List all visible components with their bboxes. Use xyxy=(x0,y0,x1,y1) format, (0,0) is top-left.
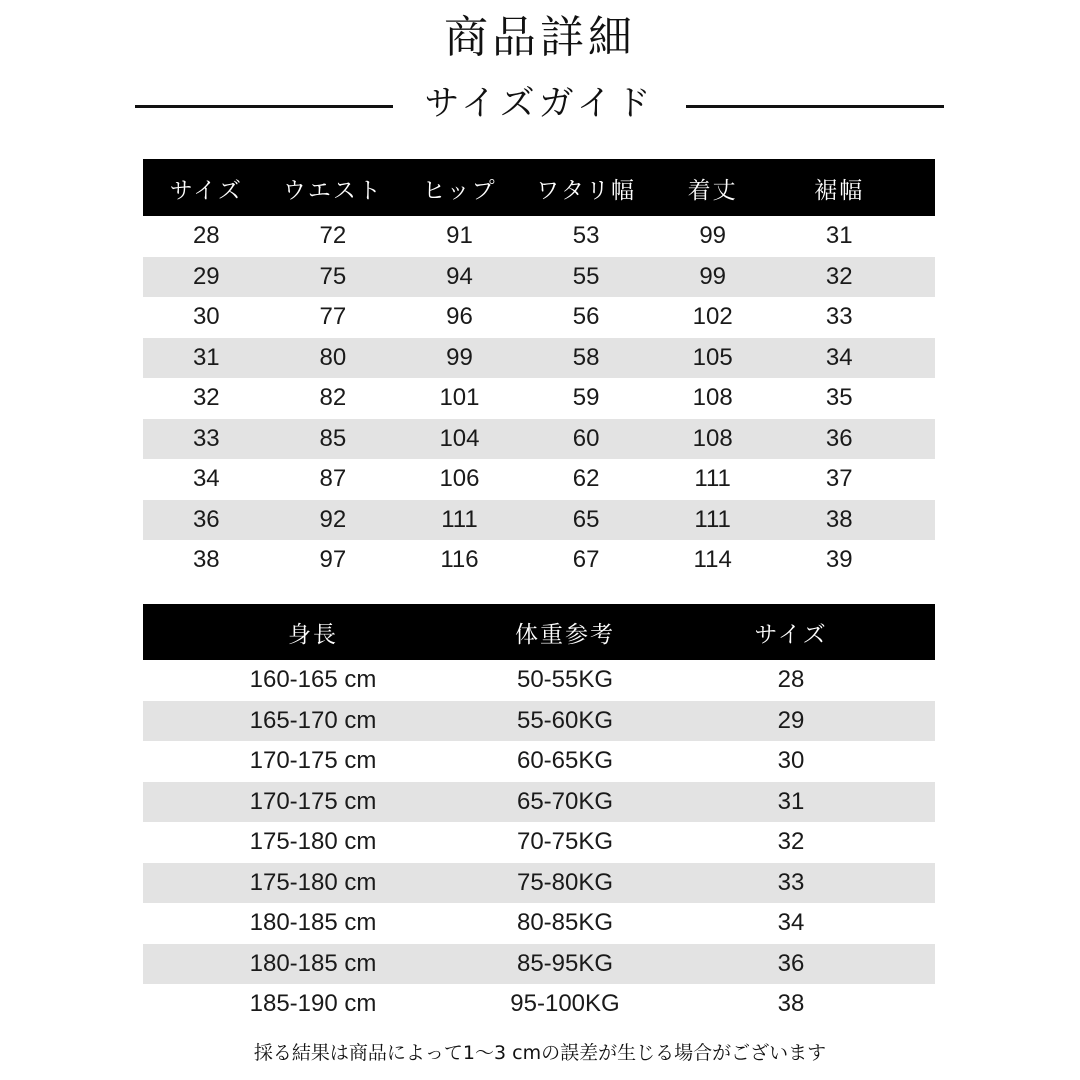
table-row xyxy=(143,782,935,823)
heading-divider-left xyxy=(135,105,393,108)
table-cell: 91 xyxy=(446,222,473,250)
table-cell: 29 xyxy=(192,262,220,290)
table-row xyxy=(143,944,935,985)
table-cell: 111 xyxy=(694,465,731,493)
table-cell: 38 xyxy=(777,990,805,1018)
table-cell: 99 xyxy=(446,343,473,371)
table-cell: 38 xyxy=(825,505,853,533)
table-cell: 53 xyxy=(572,222,600,250)
table-row xyxy=(143,419,935,460)
table-cell: 55 xyxy=(572,262,600,290)
table-cell: 170-175 cm xyxy=(249,787,377,815)
table-cell: 104 xyxy=(439,424,480,452)
table-cell: 87 xyxy=(319,465,347,493)
table-cell: 31 xyxy=(825,222,853,250)
table-cell: 92 xyxy=(319,505,347,533)
header-cell-length: 着丈 xyxy=(687,177,738,203)
table-cell: 33 xyxy=(777,868,805,896)
table-row xyxy=(143,378,935,419)
table-cell: 80 xyxy=(319,343,347,371)
section-title: サイズガイド xyxy=(424,84,655,124)
table-row xyxy=(143,500,935,541)
table-cell: 60-65KG xyxy=(516,747,614,775)
table-cell: 99 xyxy=(699,262,727,290)
size-table-header xyxy=(143,159,935,216)
table-cell: 60 xyxy=(572,424,600,452)
heading-divider-right xyxy=(686,105,944,108)
table-cell: 180-185 cm xyxy=(249,949,377,977)
table-row xyxy=(143,863,935,904)
section-heading xyxy=(0,78,1080,130)
header-cell-hem: 裾幅 xyxy=(814,177,865,203)
table-cell: 165-170 cm xyxy=(249,706,377,734)
table-cell: 108 xyxy=(692,384,733,412)
header-cell-hip: ヒップ xyxy=(422,177,497,203)
table-cell: 175-180 cm xyxy=(249,828,377,856)
table-cell: 80-85KG xyxy=(516,909,614,937)
table-cell: 34 xyxy=(825,343,853,371)
table-cell: 36 xyxy=(192,505,220,533)
table-cell: 36 xyxy=(825,424,853,452)
table-row xyxy=(143,903,935,944)
table-cell: 111 xyxy=(441,505,478,533)
table-cell: 33 xyxy=(192,424,220,452)
table-cell: 65-70KG xyxy=(516,787,614,815)
table-cell: 31 xyxy=(777,787,805,815)
table-row xyxy=(143,338,935,379)
table-cell: 180-185 cm xyxy=(249,909,377,937)
header-cell-size: サイズ xyxy=(169,177,243,203)
table-cell: 65 xyxy=(572,505,600,533)
header-cell-height: 身長 xyxy=(288,620,338,647)
table-cell: 94 xyxy=(446,262,473,290)
table-cell: 32 xyxy=(192,384,220,412)
reference-table-header xyxy=(143,604,935,660)
table-cell: 34 xyxy=(777,909,805,937)
table-cell: 170-175 cm xyxy=(249,747,377,775)
table-cell: 50-55KG xyxy=(516,666,614,694)
table-cell: 70-75KG xyxy=(516,828,614,856)
table-cell: 75 xyxy=(319,262,347,290)
table-cell: 31 xyxy=(192,343,220,371)
table-row xyxy=(143,297,935,338)
table-cell: 77 xyxy=(319,303,347,331)
table-cell: 67 xyxy=(572,546,600,574)
measurement-note: 採る結果は商品によって1〜3 cmの誤差が生じる場合がございます xyxy=(253,1042,827,1064)
table-row xyxy=(143,459,935,500)
table-cell: 62 xyxy=(572,465,600,493)
table-cell: 111 xyxy=(694,505,731,533)
table-cell: 97 xyxy=(319,546,347,574)
table-cell: 28 xyxy=(192,222,220,250)
table-row xyxy=(143,701,935,742)
table-cell: 36 xyxy=(777,949,805,977)
table-cell: 34 xyxy=(192,465,220,493)
table-cell: 56 xyxy=(572,303,600,331)
table-cell: 82 xyxy=(319,384,347,412)
table-cell: 72 xyxy=(319,222,347,250)
reference-table xyxy=(143,604,935,1025)
table-cell: 32 xyxy=(825,262,853,290)
table-cell: 175-180 cm xyxy=(249,868,377,896)
header-cell-weight: 体重参考 xyxy=(515,620,615,647)
table-cell: 30 xyxy=(192,303,220,331)
table-cell: 29 xyxy=(777,706,805,734)
table-cell: 114 xyxy=(693,546,732,574)
table-row xyxy=(143,660,935,701)
table-cell: 58 xyxy=(572,343,600,371)
table-row xyxy=(143,741,935,782)
table-cell: 39 xyxy=(825,546,853,574)
table-cell: 75-80KG xyxy=(516,868,614,896)
table-row xyxy=(143,540,935,581)
table-cell: 160-165 cm xyxy=(249,666,377,694)
table-cell: 85 xyxy=(319,424,347,452)
table-cell: 101 xyxy=(439,384,480,412)
table-cell: 35 xyxy=(825,384,853,412)
size-table xyxy=(143,159,935,581)
table-cell: 116 xyxy=(440,546,479,574)
table-cell: 33 xyxy=(825,303,853,331)
table-cell: 38 xyxy=(192,546,220,574)
table-cell: 99 xyxy=(699,222,727,250)
table-row xyxy=(143,216,935,257)
table-cell: 102 xyxy=(692,303,733,331)
table-cell: 28 xyxy=(777,666,805,694)
table-cell: 96 xyxy=(446,303,473,331)
table-cell: 105 xyxy=(692,343,733,371)
table-cell: 85-95KG xyxy=(516,949,614,977)
table-cell: 30 xyxy=(777,747,805,775)
table-cell: 108 xyxy=(692,424,733,452)
table-cell: 185-190 cm xyxy=(249,990,377,1018)
table-row xyxy=(143,822,935,863)
table-cell: 95-100KG xyxy=(510,990,620,1018)
table-cell: 32 xyxy=(777,828,805,856)
table-cell: 55-60KG xyxy=(516,706,614,734)
table-row xyxy=(143,257,935,298)
table-cell: 59 xyxy=(572,384,600,412)
header-cell-thigh: ワタリ幅 xyxy=(536,177,636,203)
page-title: 商品詳細 xyxy=(444,12,636,63)
table-cell: 37 xyxy=(825,465,853,493)
header-cell-size: サイズ xyxy=(754,620,828,647)
header-cell-waist: ウエスト xyxy=(282,177,383,203)
table-row xyxy=(143,984,935,1025)
table-cell: 106 xyxy=(439,465,480,493)
